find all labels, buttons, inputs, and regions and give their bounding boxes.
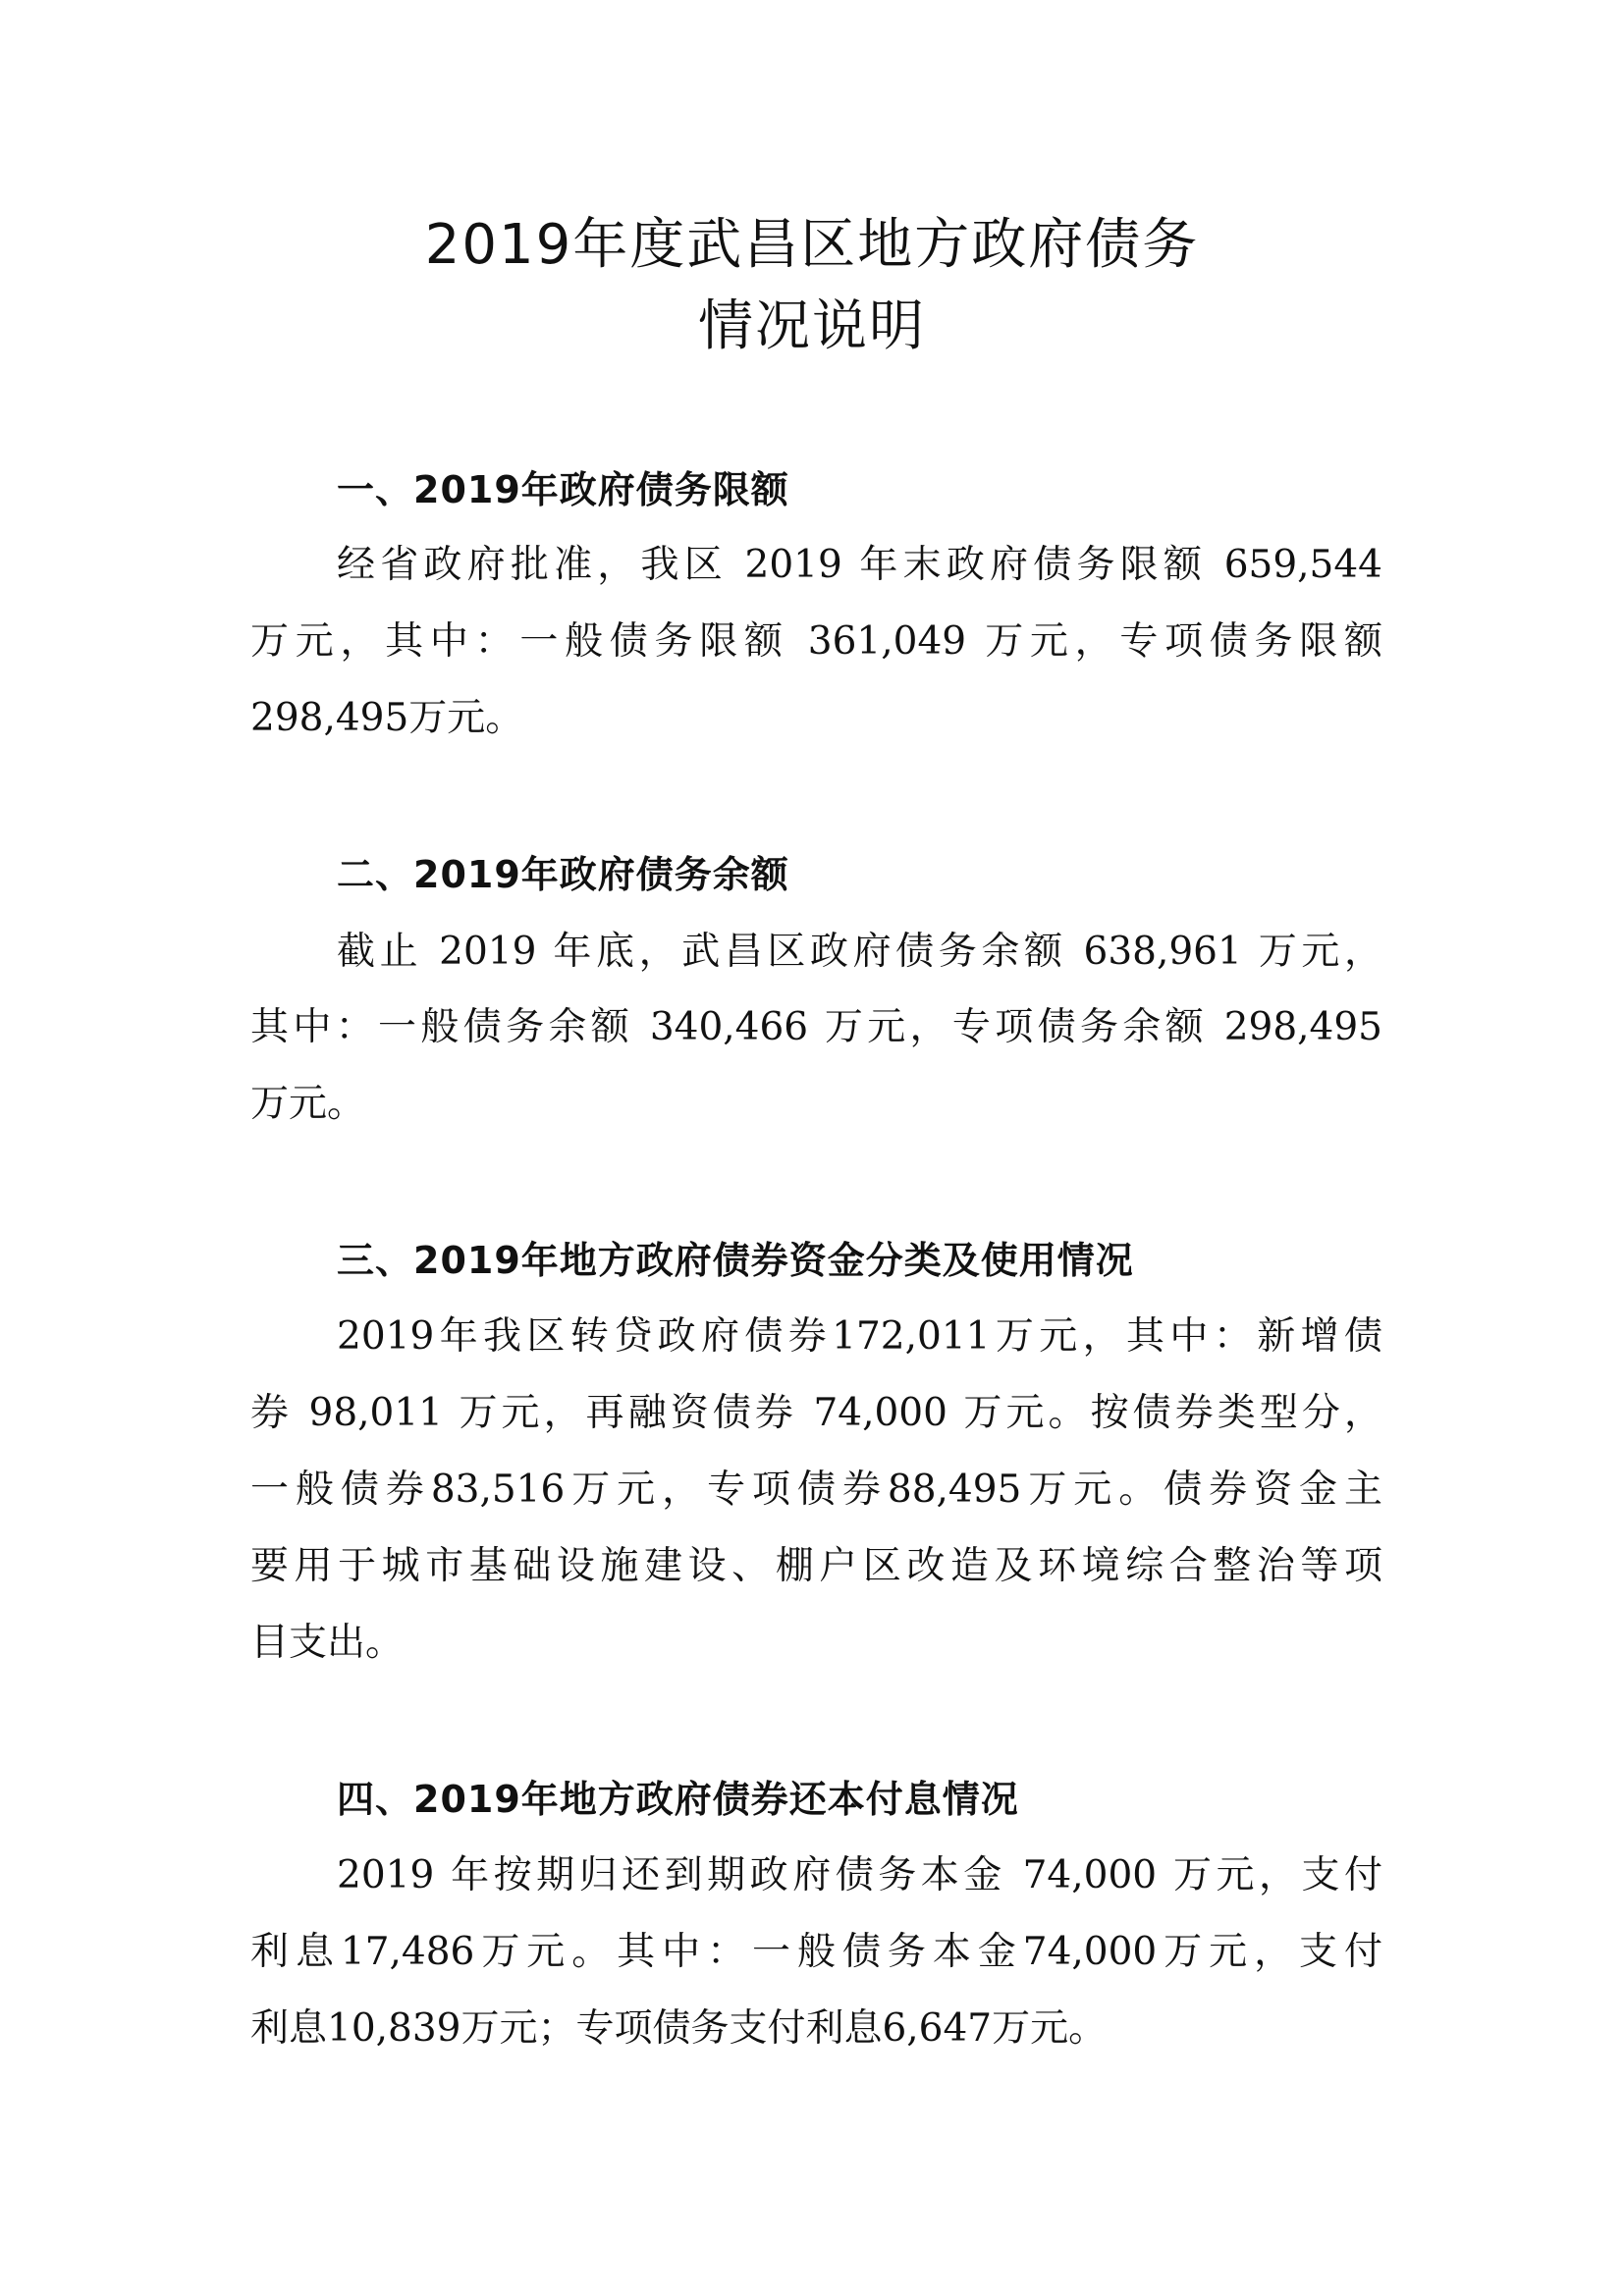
section-2-paragraph-line-2: 其中：一般债务余额 340,466 万元，专项债务余额 298,495 (250, 1005, 1382, 1049)
section-3-paragraph-line-5: 目支出。 (250, 1621, 405, 1665)
section-1-paragraph-line-1: 经省政府批准，我区 2019 年末政府债务限额 659,544 (337, 543, 1382, 587)
section-4-paragraph-line-1: 2019 年按期归还到期政府债务本金 74,000 万元，支付 (337, 1853, 1382, 1897)
section-1-heading: 一、2019年政府债务限额 (337, 468, 789, 511)
section-2-paragraph-line-1: 截止 2019 年底，武昌区政府债务余额 638,961 万元， (337, 930, 1382, 974)
section-4-paragraph-line-2: 利息17,486万元。其中：一般债务本金74,000万元，支付 (250, 1930, 1382, 1974)
section-3-heading: 三、2019年地方政府债券资金分类及使用情况 (337, 1239, 1134, 1282)
section-4-heading: 四、2019年地方政府债券还本付息情况 (337, 1778, 1019, 1821)
section-2-paragraph-line-3: 万元。 (250, 1082, 366, 1126)
section-3-paragraph-line-4: 要用于城市基础设施建设、棚户区改造及环境综合整治等项 (250, 1544, 1382, 1588)
document-title-line-2: 情况说明 (698, 294, 926, 358)
section-2-heading: 二、2019年政府债务余额 (337, 853, 789, 896)
section-1-paragraph-line-3: 298,495万元。 (250, 696, 524, 740)
section-3-paragraph-line-2: 券 98,011 万元，再融资债券 74,000 万元。按债券类型分， (250, 1391, 1382, 1435)
document-title-line-1: 2019年度武昌区地方政府债务 (424, 213, 1200, 277)
section-1-paragraph-line-2: 万元，其中：一般债务限额 361,049 万元，专项债务限额 (250, 619, 1382, 664)
section-3-paragraph-line-3: 一般债券83,516万元，专项债券88,495万元。债券资金主 (250, 1468, 1382, 1512)
section-4-paragraph-line-3: 利息10,839万元；专项债务支付利息6,647万元。 (250, 2006, 1108, 2051)
section-3-paragraph-line-1: 2019年我区转贷政府债券172,011万元，其中：新增债 (337, 1314, 1382, 1359)
